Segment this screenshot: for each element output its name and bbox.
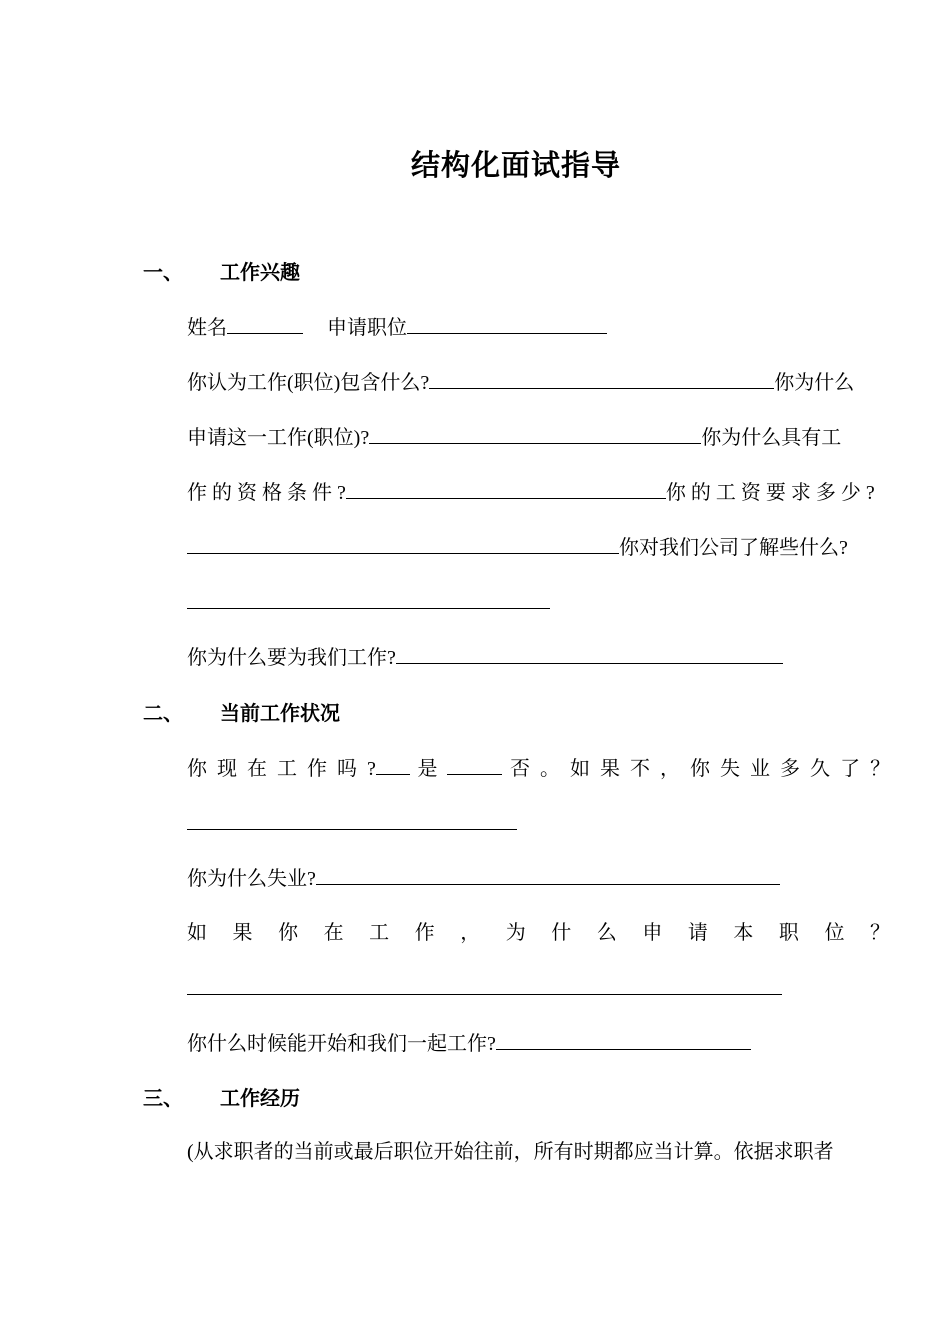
section-heading-current-status — [143, 698, 340, 728]
no-blank[interactable] — [447, 752, 502, 775]
question-text: 你为什么失业? — [187, 868, 316, 890]
question-line — [187, 752, 890, 782]
position-label: 申请职位 — [327, 317, 407, 339]
yes-blank[interactable] — [376, 752, 410, 775]
question-line — [187, 476, 875, 506]
question-text: 申请这一工作(职位)? — [187, 427, 370, 449]
question-line — [187, 531, 848, 561]
question-text: 如 果 你 在 工 作 ， 为 什 么 申 请 本 职 位 ？ — [187, 922, 890, 944]
question-text: 你对我们公司了解些什么? — [619, 537, 848, 559]
question-text: 你为什么要为我们工作? — [187, 647, 396, 669]
answer-blank[interactable] — [316, 862, 780, 885]
question-text: 你什么时候能开始和我们一起工作? — [187, 1033, 496, 1055]
no-label: 否 。 — [509, 758, 563, 780]
answer-blank[interactable] — [369, 421, 701, 444]
answer-blank[interactable] — [187, 972, 782, 995]
question-line — [187, 421, 841, 451]
answer-blank[interactable] — [187, 586, 550, 609]
section-number: 一、 — [143, 260, 183, 284]
name-label: 姓名 — [187, 317, 227, 339]
question-text: 你为什么 — [774, 372, 855, 394]
question-line — [187, 1027, 751, 1057]
question-line — [187, 862, 780, 892]
answer-blank[interactable] — [346, 476, 666, 499]
position-blank[interactable] — [407, 311, 607, 334]
page-title: 结构化面试指导 — [410, 148, 621, 182]
section-title: 工作兴趣 — [220, 260, 300, 284]
answer-line — [187, 972, 782, 1002]
answer-line — [187, 586, 550, 616]
question-text: 你 的 工 资 要 求 多 少 ? — [665, 482, 875, 504]
question-line — [187, 918, 890, 948]
name-blank[interactable] — [227, 311, 303, 334]
answer-blank[interactable] — [396, 641, 783, 664]
yes-label: 是 — [417, 758, 440, 780]
question-text: 作 的 资 格 条 件 ? — [187, 482, 346, 504]
answer-blank[interactable] — [429, 366, 774, 389]
answer-blank[interactable] — [496, 1027, 751, 1050]
paragraph-text: (从求职者的当前或最后职位开始往前，所有时期都应当计算。依据求职者 — [187, 1141, 834, 1163]
question-text: 你为什么具有工 — [701, 427, 842, 449]
section-number: 二、 — [143, 701, 183, 725]
section-title: 工作经历 — [220, 1086, 300, 1110]
question-text: 你 现 在 工 作 吗 ? — [187, 758, 376, 780]
question-text: 你认为工作(职位)包含什么? — [187, 372, 430, 394]
answer-blank[interactable] — [187, 807, 517, 830]
section-number: 三、 — [143, 1086, 183, 1110]
question-line — [187, 366, 854, 396]
answer-line — [187, 807, 517, 837]
section-title: 当前工作状况 — [220, 701, 340, 725]
section-heading-work-history — [143, 1083, 300, 1113]
answer-blank[interactable] — [187, 531, 619, 554]
section-heading-work-interest — [143, 257, 300, 287]
name-position-line — [187, 311, 607, 341]
question-text: 如 果 不 ， 你 失 业 多 久 了 ？ — [570, 758, 891, 780]
paragraph-line — [187, 1137, 834, 1167]
question-line — [187, 641, 783, 671]
